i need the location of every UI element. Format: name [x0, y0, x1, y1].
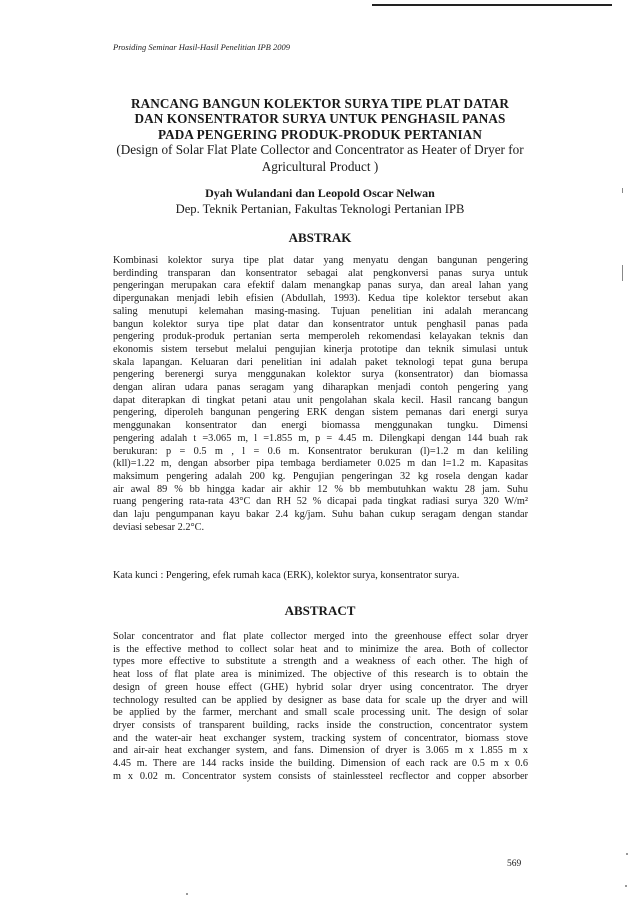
abstract-line: dryer consists of transparent building, racks inside the construction, concentrator system [113, 719, 528, 731]
abstrak-line: berukuran: p = 0.5 m , l = 0.6 m. Konsentrator berukuran (l)=1.2 m dan keliling [113, 445, 528, 457]
abstract-paragraph [113, 631, 528, 783]
english-title-line: (Design of Solar Flat Plate Collector and Concentrator as Heater of Dryer for [116, 142, 524, 158]
abstrak-line: dengan aliran udara panas seragam yang diharapkan menjadi contoh pengering yang [113, 382, 528, 394]
abstract-line: types more effective to substitute a strength and a weakness of each other. The high of [113, 656, 528, 668]
scan-margin-mark [622, 188, 623, 193]
abstract-line: technology resulted can be applied by designer as base data for scale up the dryer and will [113, 694, 528, 706]
abstrak-line: ekonomis sistem tersebut melalui pengujian kinerja prototipe dan teknik simulasi untuk [113, 343, 528, 355]
abstract-heading: ABSTRACT [284, 603, 356, 618]
abstract-line: is the effective method to collect solar heat and to minimize the area. Both of collector [113, 643, 528, 655]
keywords: Kata kunci : Pengering, efek rumah kaca (ERK), kolektor surya, konsentrator surya. [113, 570, 460, 581]
abstrak-line: pengering adalah t =3.065 m, l =1.855 m, p = 4.45 m. Dilengkapi dengan 144 buah rak [113, 432, 528, 444]
abstrak-line: pengering produk-produk pertanian serta memperoleh rekomendasi kelayakan teknis dan [113, 331, 528, 343]
title-line: DAN KONSENTRATOR SURYA UNTUK PENGHASIL PANAS [134, 111, 506, 127]
abstrak-heading: ABSTRAK [288, 230, 352, 245]
english-title-line: Agricultural Product ) [261, 158, 379, 174]
abstract-line: design of green house effect (GHE) hybrid solar dryer using concentrator. The dryer [113, 681, 528, 693]
scan-speck [186, 893, 188, 895]
abstrak-line: berdinding transparan dan konsentrator sebagai alat pengkonversi panas surya untuk [113, 267, 528, 279]
scan-speck [625, 885, 627, 887]
abstrak-line: deviasi sebesar 2.2°C. [113, 521, 205, 533]
abstrak-line: pengering berenergi surya menggunakan kolektor surya (konsentrator) dan biomassa [113, 369, 528, 381]
abstrak-line: menggunakan konsentrator dan energi biomassa menggunakan tungku. Dimensi [113, 420, 528, 432]
abstrak-line: saling menutupi kelemahan masing-masing. Tujuan penelitian ini adalah merancang [113, 305, 528, 317]
page-number: 569 [507, 859, 522, 869]
abstrak-line: dapat diterapkan di tingkat petani atau unit pengolahan skala kecil. Hasil rancang bangun [113, 394, 528, 406]
abstract-line: be applied by the farmer, merchant and small scale processing unit. The design of solar [113, 707, 528, 719]
paper-title [100, 96, 540, 175]
scan-speck [626, 853, 628, 855]
top-rule [372, 4, 612, 6]
abstract-line: Solar concentrator and flat plate collector merged into the greenhouse effect solar dryer [113, 631, 528, 642]
title-line: PADA PENGERING PRODUK-PRODUK PERTANIAN [157, 126, 483, 142]
scan-margin-mark [622, 265, 623, 281]
abstrak-line: ruang pengering rata-rata 43°C dan RH 52 % dicapai pada tingkat radiasi surya 320 W/m² [113, 496, 528, 508]
abstrak-line: pengering, diperoleh bangunan pengering ERK dengan sistem pemanas dari energi surya [113, 407, 528, 419]
abstrak-line: bangun kolektor surya tipe plat datar dan konsentrator untuk penghasil panas pada [113, 318, 528, 330]
abstrak-line: dipergunakan menjadi lebih efisien (Abdullah, 1993). Kedua tipe kolektor tersebut akan [113, 293, 528, 305]
abstrak-line: pengeringan merupakan cara efektif dalam menangkap panas surya, dan areal lahan yang [113, 280, 528, 292]
title-line: RANCANG BANGUN KOLEKTOR SURYA TIPE PLAT DATAR [131, 96, 509, 111]
author-names: Dyah Wulandani dan Leopold Oscar Nelwan [205, 186, 435, 200]
abstract-line: m x 0.02 m. Concentrator system consists of stainlessteel recflector and copper absorber [113, 770, 528, 782]
author-affiliation: Dep. Teknik Pertanian, Fakultas Teknologi Pertanian IPB [175, 202, 465, 216]
abstract-line: and the water-air heat exchanger system, tracking system of concentrator, biomass stove [113, 732, 528, 744]
abstract-line: and air-air heat exchanger system, and fans. Dimension of dryer is 3.065 m x 1.855 m x [113, 745, 528, 757]
abstrak-line: skala lapangan. Keluaran dari penelitian ini adalah paket teknologi tepat guna berupa [113, 356, 528, 368]
abstrak-line: dan laju pengumpanan kayu bakar 2.4 kg/jam. Suhu bahan cukup seragam dengan standar [113, 509, 528, 521]
author-block [100, 185, 540, 218]
abstract-line: 4.45 m. There are 144 racks inside the building. Dimension of each rack are 0.5 m x 0.6 [113, 758, 528, 770]
running-header: Prosiding Seminar Hasil-Hasil Penelitian IPB 2009 [113, 42, 290, 52]
abstract-line: heat loss of flat plate area is minimized. The objective of this research is to obtain the [113, 669, 528, 681]
abstrak-paragraph [113, 255, 528, 534]
abstrak-line: air awal 89 % bb hingga kadar air akhir 12 % bb membutuhkan waktu 28 jam. Suhu [113, 483, 528, 495]
abstrak-line: maksimum pengering adalah 200 kg. Pengujian pengeringan 32 kg rosela dengan kadar [113, 470, 528, 482]
abstrak-line: (kll)=1.22 m, dengan absorber pipa tembaga berdiameter 0.025 m dan l=1.2 m. Kapasitas [113, 458, 528, 470]
abstrak-line: Kombinasi kolektor surya tipe plat datar yang menyatu dengan bangunan pengering [113, 255, 528, 266]
